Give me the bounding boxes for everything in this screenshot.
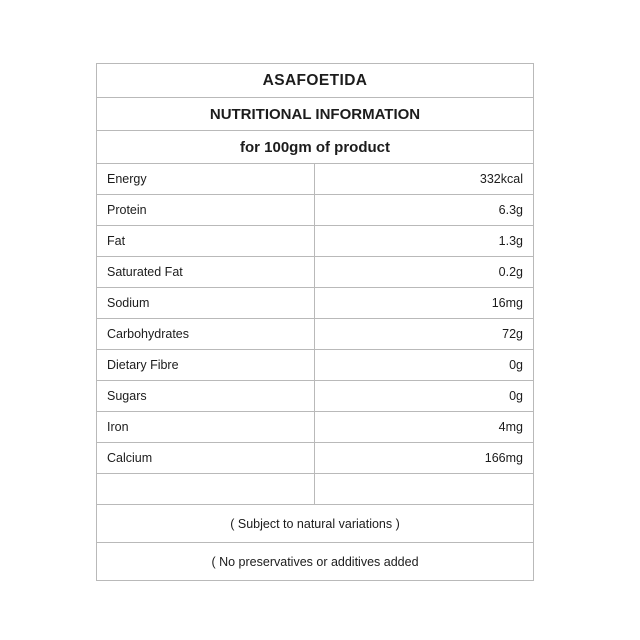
table-row [97,319,533,350]
nutrient-name: Saturated Fat [97,257,315,287]
nutrient-name: Dietary Fibre [97,350,315,380]
nutrient-amount: 72g [502,327,523,341]
note-row [97,505,533,543]
table-row [97,164,533,195]
table-row [97,288,533,319]
nutrition-heading: NUTRITIONAL INFORMATION [209,105,421,123]
nutrient-name: Calcium [97,443,315,473]
nutrient-name: Protein [97,195,315,225]
serving-basis: for 100gm of product [239,138,390,156]
nutrient-name: Iron [97,412,315,442]
empty-label-cell [97,474,315,504]
nutrient-amount: 16mg [491,296,523,310]
table-row [97,195,533,226]
table-row-empty [97,474,533,505]
table-row [97,350,533,381]
serving-basis-row [97,131,533,164]
nutrient-amount: 0.2g [498,265,523,279]
nutrition-label-table [96,63,534,581]
table-row [97,381,533,412]
nutrient-amount: 0g [509,358,523,372]
note-text: ( Subject to natural variations ) [230,516,400,531]
nutrient-amount: 332kcal [479,172,523,186]
product-title-row [97,64,533,98]
nutrient-amount: 4mg [498,420,523,434]
nutrient-amount: 1.3g [498,234,523,248]
note-row [97,543,533,581]
table-row [97,257,533,288]
nutrition-heading-row [97,98,533,131]
nutrient-name: Carbohydrates [97,319,315,349]
nutrient-name: Sodium [97,288,315,318]
nutrient-name: Fat [97,226,315,256]
table-row [97,412,533,443]
table-row [97,443,533,474]
nutrient-amount: 0g [509,389,523,403]
nutrient-name: Energy [97,164,315,194]
product-title: ASAFOETIDA [262,71,368,89]
empty-value-cell [315,474,533,504]
nutrient-amount: 166mg [484,451,523,465]
nutrient-amount: 6.3g [498,203,523,217]
note-text: ( No preservatives or additives added [211,554,419,569]
table-row [97,226,533,257]
nutrient-name: Sugars [97,381,315,411]
